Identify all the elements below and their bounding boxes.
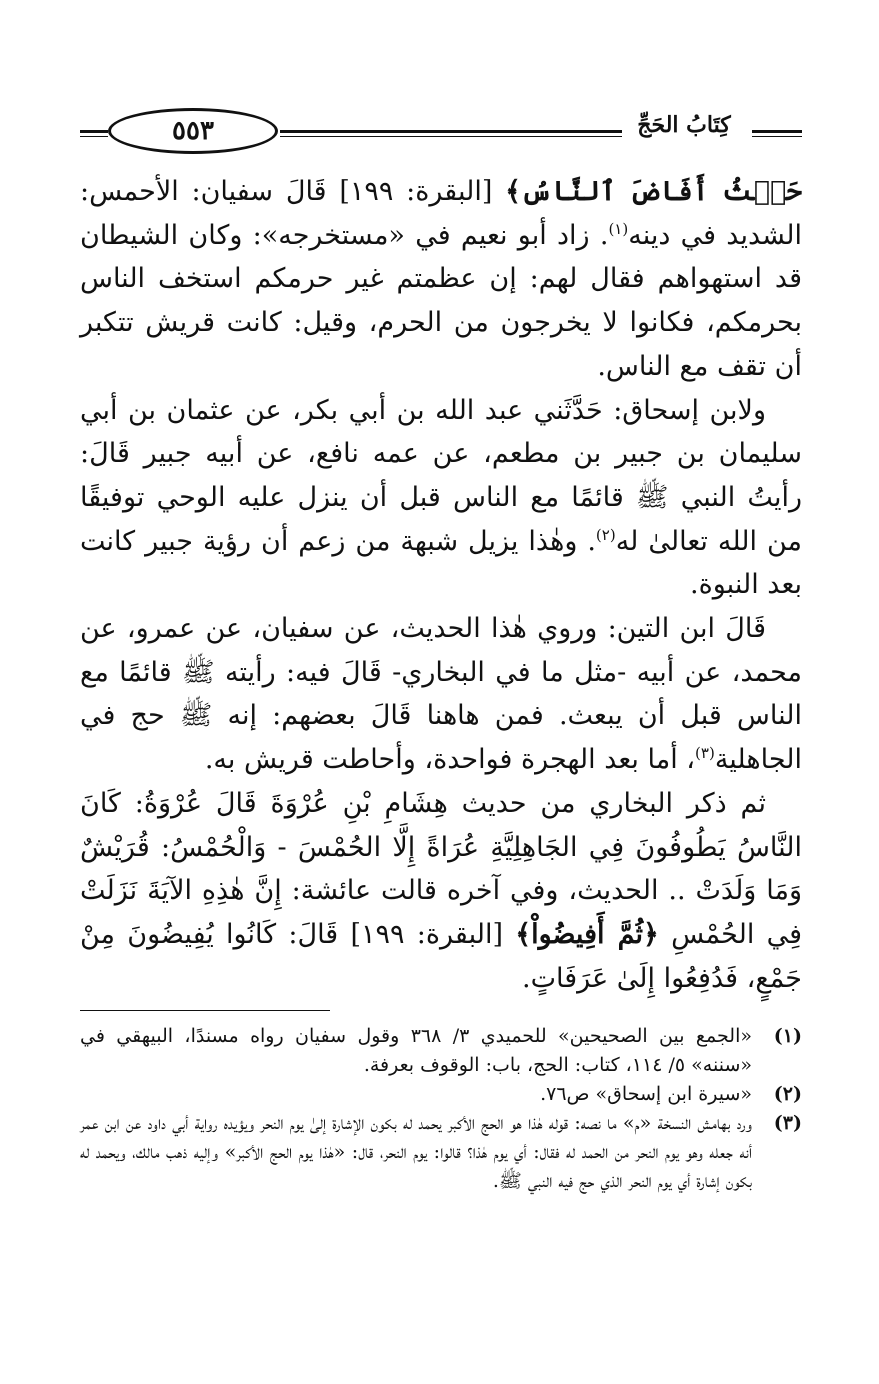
paragraph-2-text-a: ولابن إسحاق: حَدَّثَني عبد الله بن أبي بكر، عن عثمان بن أبي سليمان بن جبير بن مطعم، عن عمه نافع، عن أبيه جبير قَالَ: رأيتُ النبي ﷺ قائمًا مع الناس قبل أن ينزل عليه الوحي توفيقًا من الله تعالىٰ له <box>80 394 802 557</box>
footnote-3 <box>80 1109 802 1196</box>
footnote-text: «الجمع بين الصحيحين» للحميدي ٣/ ٣٦٨ وقول سفيان رواه مسندًا، البيهقي في «سننه» ٥/ ١١٤، كتاب: الحج، باب: الوقوف بعرفة. <box>80 1025 752 1076</box>
paragraph-4-text-b: [البقرة: ١٩٩] قَالَ: كَانُوا يُفِيضُونَ مِنْ جَمْعٍ، فَدُفِعُوا إِلَىٰ عَرَفَاتٍ. <box>80 918 802 994</box>
quran-verse: ﴿ثُمَّ أَفِيضُواْ﴾ <box>515 918 659 950</box>
footnote-text: ورد بهامش النسخة «م» ما نصه: قوله هٰذا هو الحج الأكبر يحمد له بكون الإشارة إلىٰ يوم النحر ويؤيده رواية أبي داود عن ابن عمر أنه جعله وهو يوم النحر من الحمد له فقال: أي يوم هٰذا؟ قالوا: يوم النحر، قال: «هٰذا يوم الحج الأكبر» وإليه ذهب مالك، ويحمد له بكون إشارة أي يوم النحر الذي حج فيه النبي ﷺ. <box>80 1112 752 1192</box>
running-title: كِتَابُ الحَجِّ <box>637 112 731 138</box>
paragraph-1 <box>80 170 802 389</box>
paragraph-3 <box>80 607 802 782</box>
main-text <box>80 170 802 1000</box>
paragraph-2 <box>80 389 802 608</box>
paragraph-2-text-b: . وهٰذا يزيل شبهة من زعم أن رؤية جبير كانت بعد النبوة. <box>80 525 802 601</box>
header-rule-center <box>280 130 622 137</box>
paragraph-3-text-b: ، أما بعد الهجرة فواحدة، وأحاطت قريش به. <box>204 744 696 776</box>
page-header <box>80 106 802 158</box>
header-rule-right <box>752 130 802 137</box>
footnote-number: (١) <box>773 1025 802 1047</box>
footnote-number: (٣) <box>773 1112 802 1134</box>
footnote-ref-1: (١) <box>608 219 629 238</box>
footnote-2 <box>80 1080 802 1109</box>
footnote-1 <box>80 1022 802 1080</box>
header-rule-left <box>80 130 108 137</box>
footnote-ref-2: (٢) <box>595 525 616 544</box>
paragraph-4-text-a: ثم ذكر البخاري من حديث هِشَامِ بْنِ عُرْوَةَ قَالَ عُرْوَةُ: كَانَ النَّاسُ يَطُوفُونَ فِي الجَاهِلِيَّةِ عُرَاةً إِلَّا الحُمْسَ - وَالْحُمْسُ: قُرَيْشٌ وَمَا وَلَدَتْ .. الحديث، وفي آخره قالت عائشة: إِنَّ هٰذِهِ الآيَةَ نَزَلَتْ فِي الحُمْسِ <box>80 787 802 950</box>
footnote-separator <box>80 1010 330 1011</box>
paragraph-4 <box>80 782 802 1001</box>
paragraph-1-text-b: . زاد أبو نعيم في «مستخرجه»: وكان الشيطان قد استهواهم فقال لهم: إن عظمتم غير حرمكم استخف الناس بحرمكم، فكانوا لا يخرجون من الحرم، وقيل: كانت قريش تتكبر أن تقف مع الناس. <box>80 219 802 382</box>
footnotes <box>80 1022 802 1196</box>
paragraph-1-text-a: [البقرة: ١٩٩] قَالَ سفيان: الأحمس: الشديد في دينه <box>80 176 802 251</box>
footnote-text: «سيرة ابن إسحاق» ص٧٦. <box>540 1083 752 1105</box>
footnote-ref-3: (٣) <box>695 744 715 763</box>
page-number: ٥٥٣ <box>108 108 278 154</box>
quran-verse: حَيۡثُ أَفَاضَ ٱلنَّاسُ﴾ <box>505 176 802 207</box>
footnote-number: (٢) <box>773 1083 802 1105</box>
paragraph-3-text-a: قَالَ ابن التين: وروي هٰذا الحديث، عن سفيان، عن عمرو، عن محمد، عن أبيه -مثل ما في البخاري- قَالَ فيه: رأيته ﷺ قائمًا مع الناس قبل أن يبعث. فمن هاهنا قَالَ بعضهم: إنه ﷺ حج في الجاهلية <box>80 613 802 776</box>
